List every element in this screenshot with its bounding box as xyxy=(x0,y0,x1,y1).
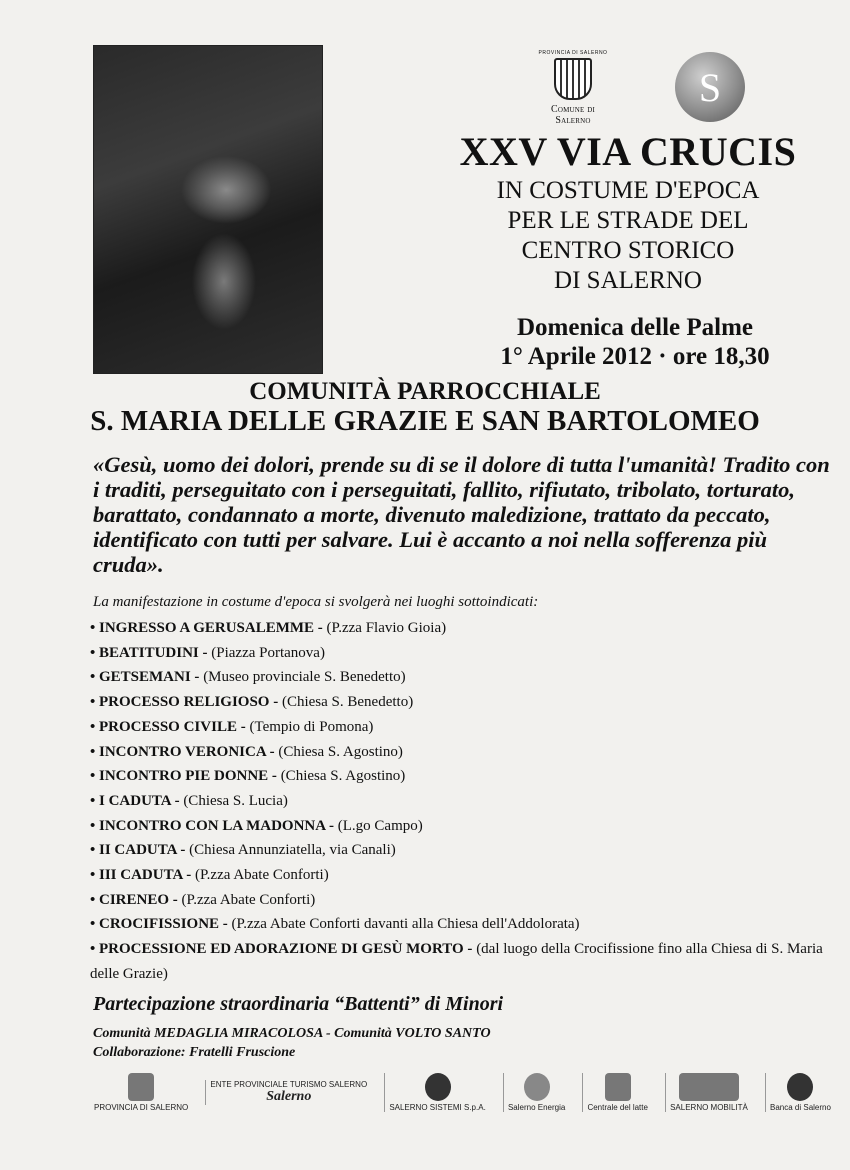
list-item xyxy=(90,863,835,888)
station-name: • INCONTRO PIE DONNE - xyxy=(90,768,277,785)
station-place: (Chiesa S. Lucia) xyxy=(179,792,288,809)
station-place: (L.go Campo) xyxy=(334,817,423,834)
sponsor-bar xyxy=(90,1066,835,1118)
crest-label: Comune di Salerno xyxy=(550,104,596,126)
list-item xyxy=(90,937,835,986)
sponsor-salerno-sistemi xyxy=(384,1073,489,1112)
crest-top-text: PROVINCIA DI SALERNO xyxy=(538,50,608,56)
station-place: (P.zza Abate Conforti) xyxy=(191,867,329,884)
date-time: 1° Aprile 2012 · ore 18,30 xyxy=(500,343,770,370)
list-item xyxy=(90,641,835,666)
credits-collaboration: Collaborazione: Fratelli Fruscione xyxy=(93,1045,296,1060)
list-item xyxy=(90,764,835,789)
station-place: (Museo provinciale S. Benedetto) xyxy=(199,669,406,686)
sponsor-label: SALERNO MOBILITÀ xyxy=(670,1102,748,1112)
jesus-with-cross-photo xyxy=(93,45,323,374)
list-item xyxy=(90,665,835,690)
station-name: • BEATITUDINI - xyxy=(90,644,208,661)
station-place: (Tempio di Pomona) xyxy=(245,718,374,735)
station-name: • PROCESSO RELIGIOSO - xyxy=(90,694,279,711)
subtitle-line: PER LE STRADE DEL xyxy=(507,207,749,234)
sponsor-salerno-mobilita xyxy=(665,1073,752,1112)
credits xyxy=(93,1024,833,1062)
station-place: (Chiesa Annunziatella, via Canali) xyxy=(185,842,396,859)
station-name: • II CADUTA - xyxy=(90,842,186,859)
list-item xyxy=(90,789,835,814)
community-label: COMUNITÀ PARROCCHIALE xyxy=(249,378,601,405)
milk-logo-icon xyxy=(605,1073,631,1101)
stations-intro: La manifestazione in costume d'epoca si svolgerà nei luoghi sottoindicati: xyxy=(93,594,539,610)
station-place: (Piazza Portanova) xyxy=(207,644,325,661)
station-name: • GETSEMANI - xyxy=(90,669,200,686)
sponsor-wordmark: Salerno xyxy=(266,1088,312,1104)
station-place: (dal luogo della Crocifissione fino alla Chiesa di S. Maria delle Grazie) xyxy=(90,941,823,982)
s-logo-icon: S xyxy=(675,52,745,122)
sponsor-salerno-energia xyxy=(503,1073,569,1112)
station-place: (P.zza Flavio Gioia) xyxy=(322,620,447,636)
sponsor-label: PROVINCIA DI SALERNO xyxy=(94,1102,189,1112)
subtitle-line: IN COSTUME D'EPOCA xyxy=(496,177,760,204)
sponsor-centrale-latte xyxy=(582,1073,651,1112)
subtitle-line: CENTRO STORICO xyxy=(521,237,735,264)
credits-communities: Comunità MEDAGLIA MIRACOLOSA - Comunità VOLTO SANTO xyxy=(93,1026,491,1041)
quote-text: «Gesù, uomo dei dolori, prende su di se il dolore di tutta l'umanità! Tradito con i traditi, perseguitato con i perseguitati, fallito, rifiutato, tribolato, torturato, barattato, condannato a morte, divenuto maledizione, trattato da peccato, identificato con tutti per salvare. Lui è accanto a noi nella sofferenza più cruda». xyxy=(93,452,830,577)
provincia-crest-icon xyxy=(128,1073,154,1101)
date-day: Domenica delle Palme xyxy=(516,314,754,341)
event-subtitle xyxy=(438,176,818,296)
drop-logo-icon xyxy=(425,1073,451,1101)
salerno-mobilita-icon xyxy=(679,1073,739,1101)
station-name: • INCONTRO VERONICA - xyxy=(90,743,275,760)
station-name: • INGRESSO A GERUSALEMME - xyxy=(90,620,323,636)
sponsor-ept xyxy=(205,1080,371,1105)
station-name: • III CADUTA - xyxy=(90,867,192,884)
list-item xyxy=(90,740,835,765)
event-title: XXV VIA CRUCIS xyxy=(459,129,797,174)
banca-logo-icon xyxy=(787,1073,813,1101)
station-place: (Chiesa S. Agostino) xyxy=(274,743,403,760)
station-name: • CIRENEO - xyxy=(90,891,178,908)
parish-name: S. MARIA DELLE GRAZIE E SAN BARTOLOMEO xyxy=(90,405,760,437)
special-participation: Partecipazione straordinaria “Battenti” di Minori xyxy=(93,993,504,1015)
sponsor-label: Salerno Energia xyxy=(507,1102,566,1112)
shield-icon xyxy=(554,58,592,100)
station-name: • PROCESSO CIVILE - xyxy=(90,718,246,735)
station-place: (P.zza Abate Conforti) xyxy=(177,891,316,908)
sponsor-label: ENTE PROVINCIALE TURISMO SALERNO xyxy=(210,1079,368,1089)
flower-logo-icon xyxy=(524,1073,550,1101)
station-place: (Chiesa S. Benedetto) xyxy=(278,694,414,711)
list-item xyxy=(90,838,835,863)
station-place: (Chiesa S. Agostino) xyxy=(276,768,406,785)
list-item xyxy=(90,690,835,715)
station-name: • CROCIFISSIONE - xyxy=(90,916,228,933)
station-name: • PROCESSIONE ED ADORAZIONE DI GESÙ MORTO - xyxy=(90,941,473,958)
sponsor-label: SALERNO SISTEMI S.p.A. xyxy=(389,1102,486,1112)
list-item xyxy=(90,888,835,913)
sponsor-banca xyxy=(765,1073,835,1112)
list-item xyxy=(90,912,835,937)
comune-crest xyxy=(533,50,613,125)
station-name: • INCONTRO CON LA MADONNA - xyxy=(90,817,335,834)
sponsor-provincia xyxy=(90,1073,192,1112)
list-item xyxy=(90,715,835,740)
list-item xyxy=(90,616,835,641)
station-place: (P.zza Abate Conforti davanti alla Chiesa dell'Addolorata) xyxy=(227,916,580,933)
event-date xyxy=(430,313,840,371)
sponsor-label: Banca di Salerno xyxy=(770,1102,831,1112)
station-name: • I CADUTA - xyxy=(90,792,180,809)
list-item xyxy=(90,814,835,839)
stations-list xyxy=(90,616,835,987)
sponsor-label: Centrale del latte xyxy=(587,1102,648,1112)
subtitle-line: DI SALERNO xyxy=(554,267,702,294)
